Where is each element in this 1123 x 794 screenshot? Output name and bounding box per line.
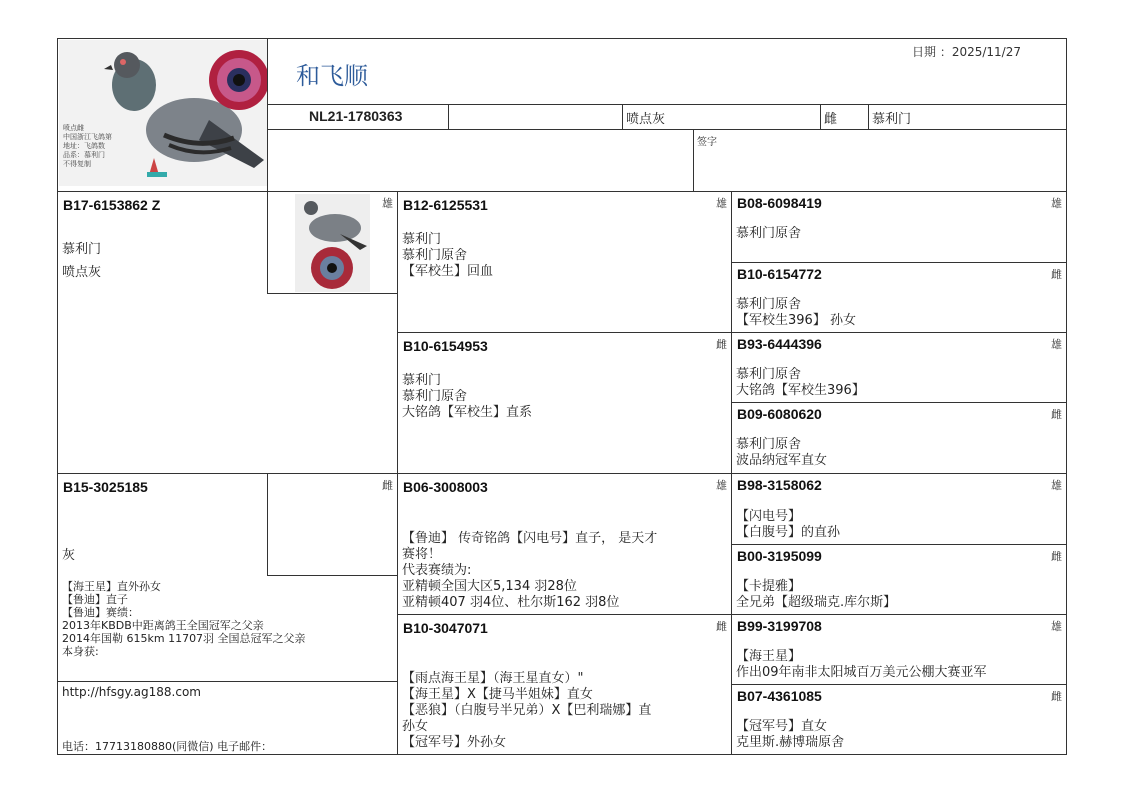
note-line: 孙女 <box>402 719 429 734</box>
caption-line: 不得复制 <box>63 160 91 168</box>
ring-number: B93-6444396 <box>737 336 822 352</box>
ring-number: B10-6154953 <box>403 338 488 354</box>
note-line: 【冠军号】外孙女 <box>402 735 507 750</box>
note-line: 【恶狼】（白腹号半兄弟）X【巴利瑞娜】直 <box>402 703 652 718</box>
note-line: 亚精顿全国大区5,134 羽28位 <box>402 579 577 594</box>
pedigree-box-gen2 <box>397 191 732 333</box>
pedigree-box-gen2 <box>397 614 732 755</box>
sire-photo <box>295 194 370 292</box>
pedigree-box-gen2 <box>397 332 732 474</box>
caption-line: 地址：飞鸽数 <box>63 142 105 150</box>
note-line: 慕利门 <box>402 232 442 247</box>
pedigree-box-gen3 <box>731 684 1067 755</box>
pedigree-box-gen3 <box>731 191 1067 263</box>
note-line: 慕利门原舍 <box>402 248 468 263</box>
sex-label: 雌 <box>716 620 727 633</box>
bird-color: 喷点灰 <box>626 112 666 127</box>
sex-label: 雄 <box>716 197 727 210</box>
note-line: 【冠军号】直女 <box>736 719 828 734</box>
note-line: 全兄弟【超级瑞克.库尔斯】 <box>736 595 897 610</box>
sex-label: 雄 <box>1051 197 1062 210</box>
note-line: 【海王星】X【捷马半姐妹】直女 <box>402 687 593 702</box>
note-line: 慕利门原舍 <box>736 297 802 312</box>
dam-line: 【鲁迪】赛绩： <box>62 606 139 619</box>
dam-line: 2013年KBDB中距离鸽王全国冠军之父亲 <box>62 619 264 632</box>
bird-photo <box>59 40 267 186</box>
ring-number: B98-3158062 <box>737 477 822 493</box>
note-line: 慕利门原舍 <box>402 389 468 404</box>
dam-line: 本身获: <box>62 645 99 658</box>
website-link[interactable]: http://hfsgy.ag188.com <box>62 685 201 699</box>
pedigree-box-gen2 <box>397 473 732 615</box>
dam-line: 【海王星】直外孙女 <box>62 580 161 593</box>
note-line: 赛将！ <box>402 547 442 562</box>
photo-caption <box>63 124 112 169</box>
sex-label: 雌 <box>1051 408 1062 421</box>
sex-label: 雌 <box>1051 268 1062 281</box>
note-line: 【白腹号】的直孙 <box>736 525 841 540</box>
note-line: 作出09年南非太阳城百万美元公棚大赛亚军 <box>736 665 987 680</box>
dam-line: 【鲁迪】直子 <box>62 593 128 606</box>
ring-number: B99-3199708 <box>737 618 822 634</box>
sire-photo-box <box>267 191 398 294</box>
note-line: 慕利门原舍 <box>736 437 802 452</box>
caption-line: 喷点雌 <box>63 124 84 132</box>
pedigree-box-gen3 <box>731 402 1067 474</box>
dam-photo-box <box>267 473 398 576</box>
dam-color: 灰 <box>62 548 76 563</box>
ring-number: B12-6125531 <box>403 197 488 213</box>
note-line: 【闪电号】 <box>736 509 802 524</box>
dam-sex: 雌 <box>382 479 393 492</box>
pedigree-box-gen3 <box>731 473 1067 545</box>
sex-label: 雌 <box>716 338 727 351</box>
sex-label: 雄 <box>716 479 727 492</box>
ring-number: B10-3047071 <box>403 620 488 636</box>
note-line: 【军校生396】 孙女 <box>736 313 856 328</box>
caption-line: 中国浙江飞鸽第 <box>63 133 112 141</box>
bird-ring: NL21-1780363 <box>309 108 403 124</box>
date-label: 日期 ：2025/11/27 <box>912 45 1021 59</box>
dam-ring: B15-3025185 <box>63 479 148 495</box>
bird-strain: 慕利门 <box>872 112 912 127</box>
bird-sex: 雌 <box>824 112 838 127</box>
sex-label: 雄 <box>1051 338 1062 351</box>
pedigree-box-gen3 <box>731 544 1067 615</box>
bird-name: 和飞顺 <box>296 62 368 90</box>
note-line: 波品纳冠军直女 <box>736 453 828 468</box>
ring-number: B06-3008003 <box>403 479 488 495</box>
note-line: 慕利门 <box>402 373 442 388</box>
sex-label: 雌 <box>1051 690 1062 703</box>
ring-number: B10-6154772 <box>737 266 822 282</box>
sex-label: 雌 <box>1051 550 1062 563</box>
pedigree-box-gen3 <box>731 332 1067 403</box>
note-line: 【雨点海王星】（海王星直女）" <box>402 671 584 686</box>
caption-line: 品系：慕利门 <box>63 151 105 159</box>
ring-number: B07-4361085 <box>737 688 822 704</box>
note-line: 慕利门原舍 <box>736 226 802 241</box>
sire-line: 慕利门 <box>62 242 102 257</box>
sex-label: 雄 <box>1051 479 1062 492</box>
note-line: 【鲁迪】 传奇铭鸽【闪电号】直子， 是天才 <box>402 531 658 546</box>
dam-line: 2014年国勒 615km 11707羽 全国总冠军之父亲 <box>62 632 306 645</box>
note-line: 【海王星】 <box>736 649 802 664</box>
sex-label: 雄 <box>1051 620 1062 633</box>
pedigree-box-gen3 <box>731 262 1067 333</box>
pedigree-box-gen3 <box>731 614 1067 685</box>
note-line: 【卡提雅】 <box>736 579 802 594</box>
note-line: 大铭鸽【军校生396】 <box>736 383 865 398</box>
note-line: 克里斯.赫博瑞原舍 <box>736 735 845 750</box>
note-line: 慕利门原舍 <box>736 367 802 382</box>
note-line: 亚精顿407 羽4位、杜尔斯162 羽8位 <box>402 595 620 610</box>
sign-label: 签字 <box>697 137 717 148</box>
ring-number: B00-3195099 <box>737 548 822 564</box>
contact-info: 电话：17713180880(同微信) 电子邮件： <box>62 740 273 753</box>
ring-number: B09-6080620 <box>737 406 822 422</box>
note-line: 代表赛绩为: <box>402 563 472 578</box>
note-line: 大铭鸽【军校生】直系 <box>402 405 533 420</box>
sire-photo-sex: 雄 <box>382 197 393 210</box>
sire-ring: B17-6153862 Z <box>63 197 161 213</box>
note-line: 【军校生】回血 <box>402 264 494 279</box>
footer-box <box>57 681 398 755</box>
sire-line: 喷点灰 <box>62 265 102 280</box>
ring-number: B08-6098419 <box>737 195 822 211</box>
